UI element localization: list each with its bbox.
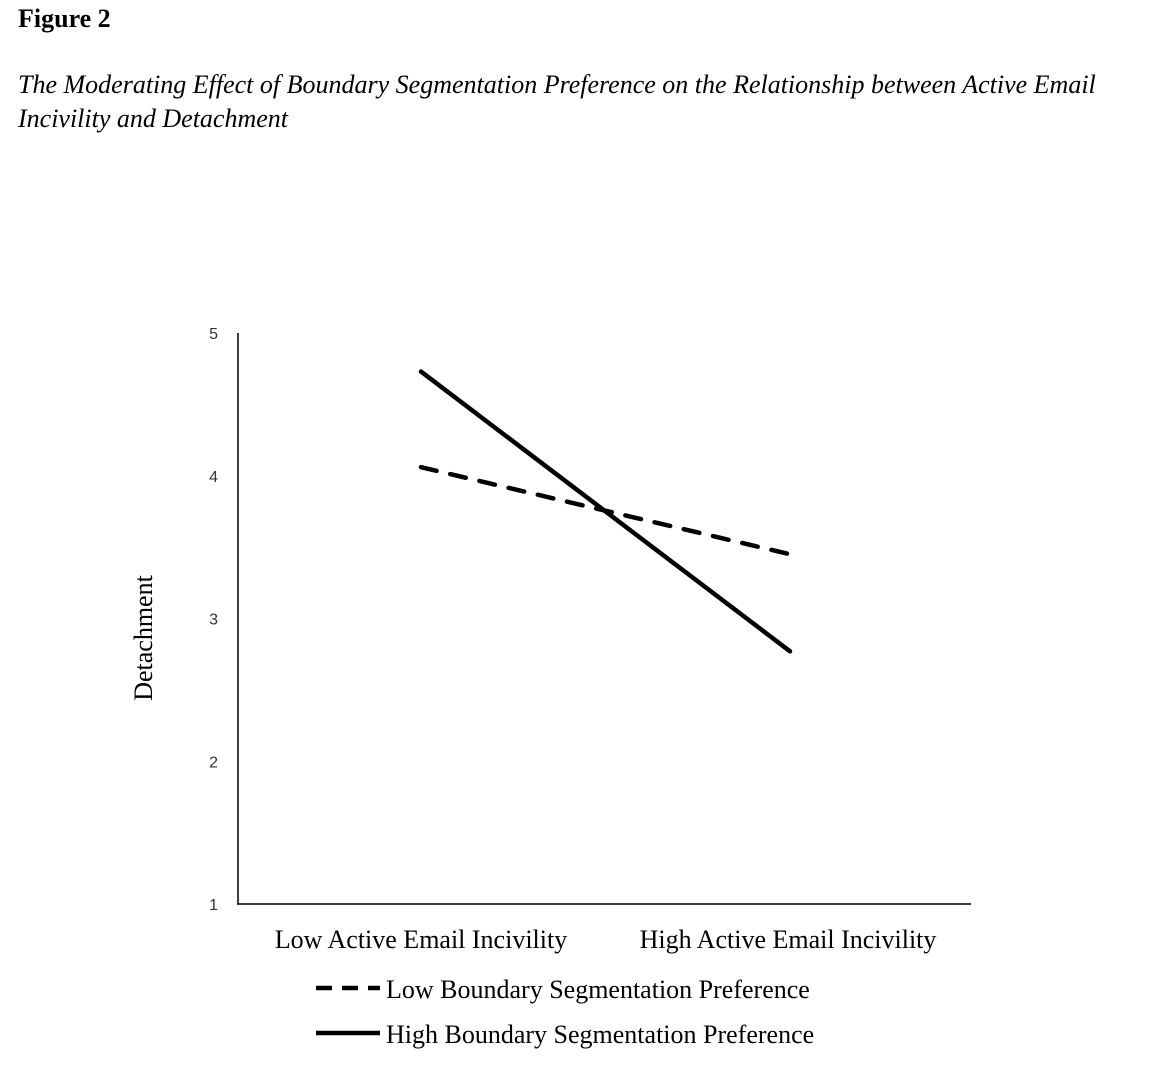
x-tick-label: High Active Email Incivility (639, 925, 937, 954)
legend (316, 975, 814, 1049)
legend-label: High Boundary Segmentation Preference (386, 1020, 815, 1049)
figure-caption: The Moderating Effect of Boundary Segmentation Preference on the Relationship between Active Email Incivility and Detachment (18, 70, 1096, 133)
solid-series-line (421, 372, 790, 652)
series-lines (421, 372, 790, 652)
legend-label: Low Boundary Segmentation Preference (386, 975, 810, 1004)
y-axis-title: Detachment (129, 575, 158, 701)
y-tick-label: 1 (209, 897, 218, 914)
x-tick-labels (275, 925, 937, 954)
x-tick-label: Low Active Email Incivility (274, 925, 568, 954)
y-tick-label: 2 (209, 754, 218, 772)
y-tick-label: 5 (209, 326, 218, 343)
y-tick-label: 3 (209, 611, 218, 629)
y-tick-label: 4 (209, 468, 218, 486)
figure-label: Figure 2 (18, 4, 111, 33)
y-tick-labels (209, 326, 218, 914)
